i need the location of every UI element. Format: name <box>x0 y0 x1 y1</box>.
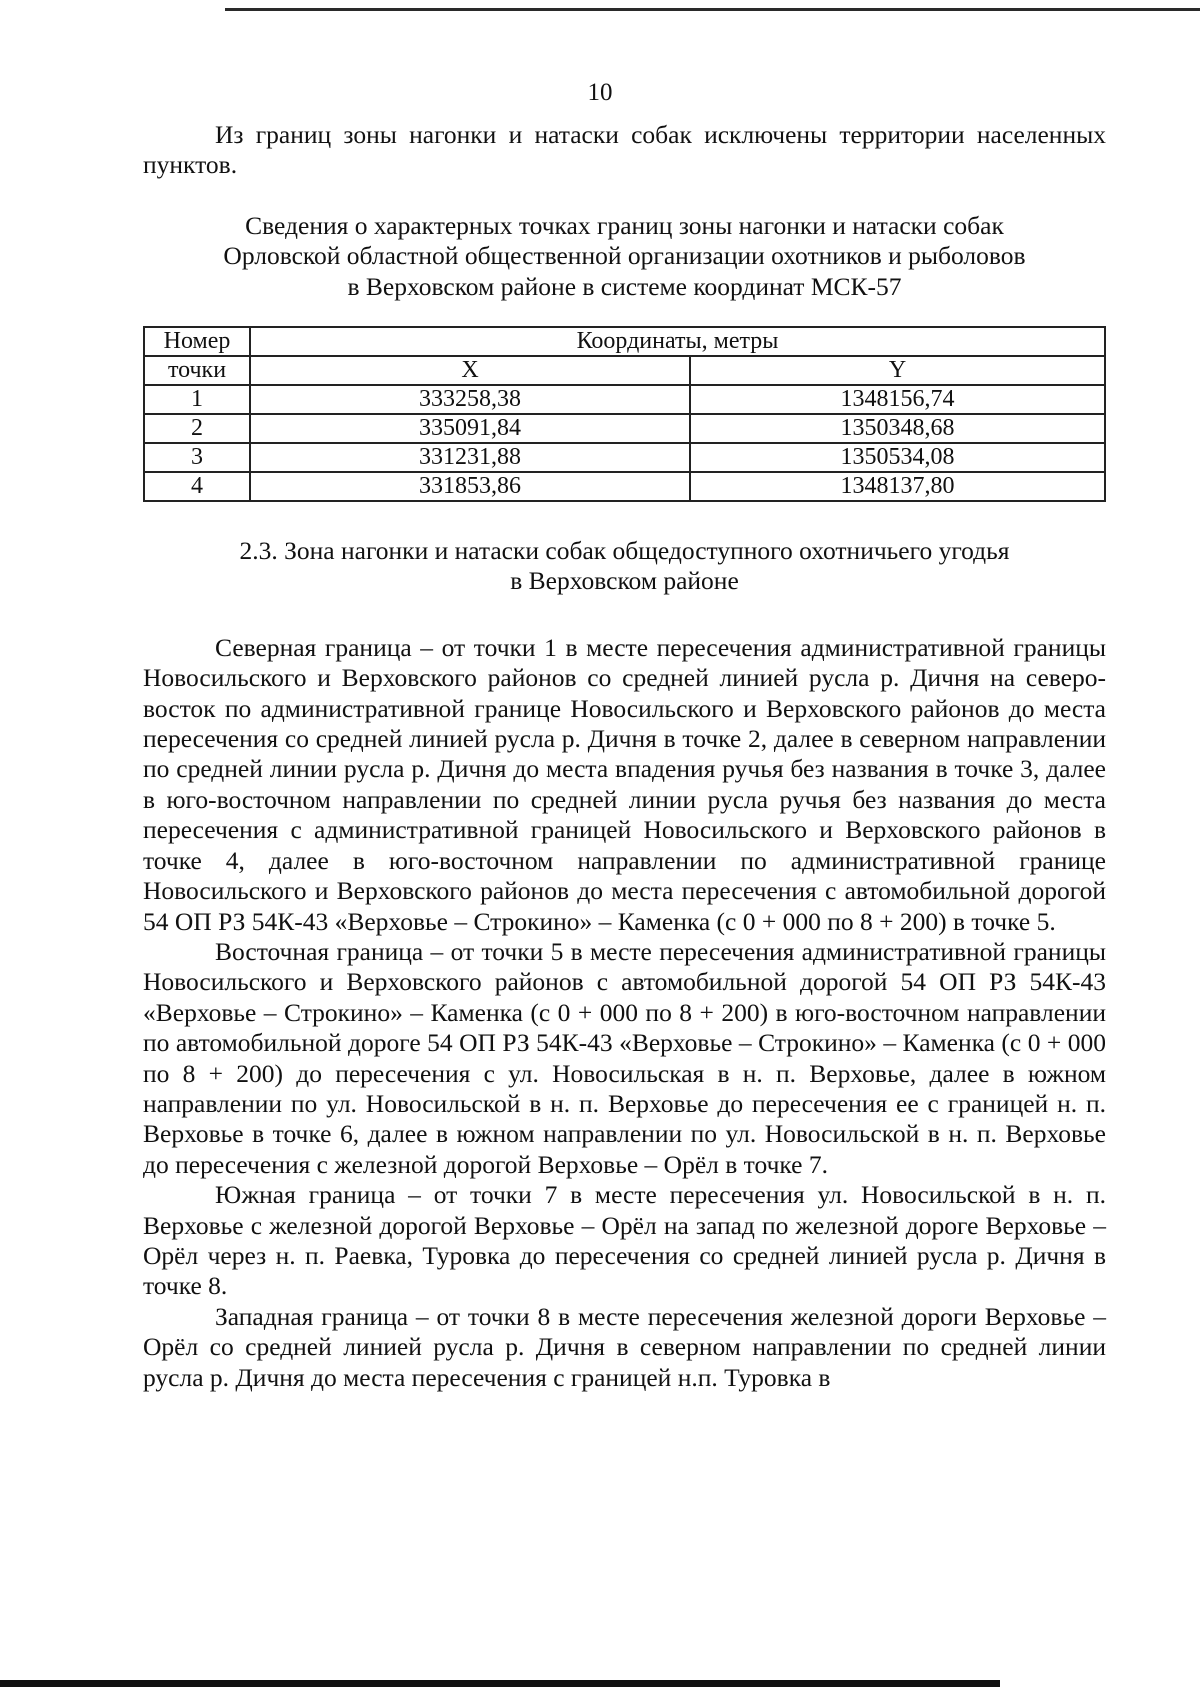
y-header: Y <box>690 356 1105 385</box>
x-header: X <box>250 356 690 385</box>
point-cell: 3 <box>144 443 250 472</box>
coordinates-header: Координаты, метры <box>250 327 1105 356</box>
point-header-line: Номер <box>163 328 231 355</box>
point-cell: 1 <box>144 385 250 414</box>
table-row <box>144 414 1105 443</box>
table-title <box>143 211 1106 302</box>
eastern-boundary-paragraph: Восточная граница – от точки 5 в месте пересечения административной границы Новосильского и Верховского районов с автомобильной дорогой 54 ОП РЗ 54К-43 «Верховье – Строкино» – Каменка (с 0 + 000 по 8 + 200) в юго-восточном направлении по автомобильной дороге 54 ОП РЗ 54К-43 «Верховье – Строкино» – Каменка (с 0 + 000 по 8 + 200) до пересечения с ул. Новосильская в н. п. Верховье, далее в южном направлении по ул. Новосильской в н. п. Верховье до пересечения ее с границей н. п. Верховье в точке 6, далее в южном направлении по ул. Новосильской в н. п. Верховье до пересечения с железной дорогой Верховье – Орёл в точке 7. <box>143 936 1106 1179</box>
y-cell: 1350348,68 <box>690 414 1105 443</box>
x-cell: 333258,38 <box>250 385 690 414</box>
x-cell: 331231,88 <box>250 443 690 472</box>
section-heading <box>143 536 1106 597</box>
point-header-continued: точки <box>144 356 250 385</box>
western-boundary-paragraph: Западная граница – от точки 8 в месте пересечения железной дороги Верховье – Орёл со средней линией русла р. Дичня в северном направлении по средней линии русла р. Дичня до места пересечения с границей н.п. Туровка в <box>143 1301 1106 1392</box>
table-row <box>144 385 1105 414</box>
point-cell: 4 <box>144 472 250 501</box>
table-title-line: Орловской областной общественной организации охотников и рыболовов <box>223 241 1026 271</box>
southern-boundary-paragraph: Южная граница – от точки 7 в месте пересечения ул. Новосильской в н. п. Верховье с железной дорогой Верховье – Орёл на запад по железной дороге Верховье – Орёл через н. п. Раевка, Туровка до пересечения со средней линией русла р. Дичня в точке 8. <box>143 1180 1106 1301</box>
bottom-rule <box>0 1680 1000 1687</box>
table-row <box>144 443 1105 472</box>
coordinates-table <box>143 326 1106 502</box>
y-cell: 1348156,74 <box>690 385 1105 414</box>
table-title-line: в Верховском районе в системе координат МСК-57 <box>347 271 902 301</box>
table-header-row <box>144 327 1105 356</box>
x-cell: 335091,84 <box>250 414 690 443</box>
x-cell: 331853,86 <box>250 472 690 501</box>
section-heading-line: в Верховском районе <box>510 566 739 596</box>
y-cell: 1348137,80 <box>690 472 1105 501</box>
y-cell: 1350534,08 <box>690 443 1105 472</box>
table-title-line: Сведения о характерных точках границ зоны нагонки и натаски собак <box>245 210 1004 240</box>
point-cell: 2 <box>144 414 250 443</box>
table-row <box>144 472 1105 501</box>
section-heading-line: 2.3. Зона нагонки и натаски собак общедоступного охотничьего угодья <box>239 536 1010 566</box>
table-subheader-row <box>144 356 1105 385</box>
point-header <box>144 327 250 356</box>
page-number: 10 <box>587 79 613 106</box>
top-rule <box>225 8 1200 11</box>
intro-paragraph: Из границ зоны нагонки и натаски собак исключены территории населенных пунктов. <box>143 120 1106 180</box>
document-body <box>143 120 1106 1393</box>
northern-boundary-paragraph: Северная граница – от точки 1 в месте пересечения административной границы Новосильского и Верховского районов со средней линией русла р. Дичня на северо-восток по административной границе Новосильского и Верховского районов до места пересечения со средней линией русла р. Дичня в точке 2, далее в северном направлении по средней линии русла р. Дичня до места впадения ручья без названия в точке 3, далее в юго-восточном направлении по средней линии русла ручья без названия до места пересечения с административной границей Новосильского и Верховского районов в точке 4, далее в юго-восточном направлении по административной границе Новосильского и Верховского районов до места пересечения с автомобильной дорогой 54 ОП РЗ 54К-43 «Верховье – Строкино» – Каменка (с 0 + 000 по 8 + 200) в точке 5. <box>143 632 1106 936</box>
